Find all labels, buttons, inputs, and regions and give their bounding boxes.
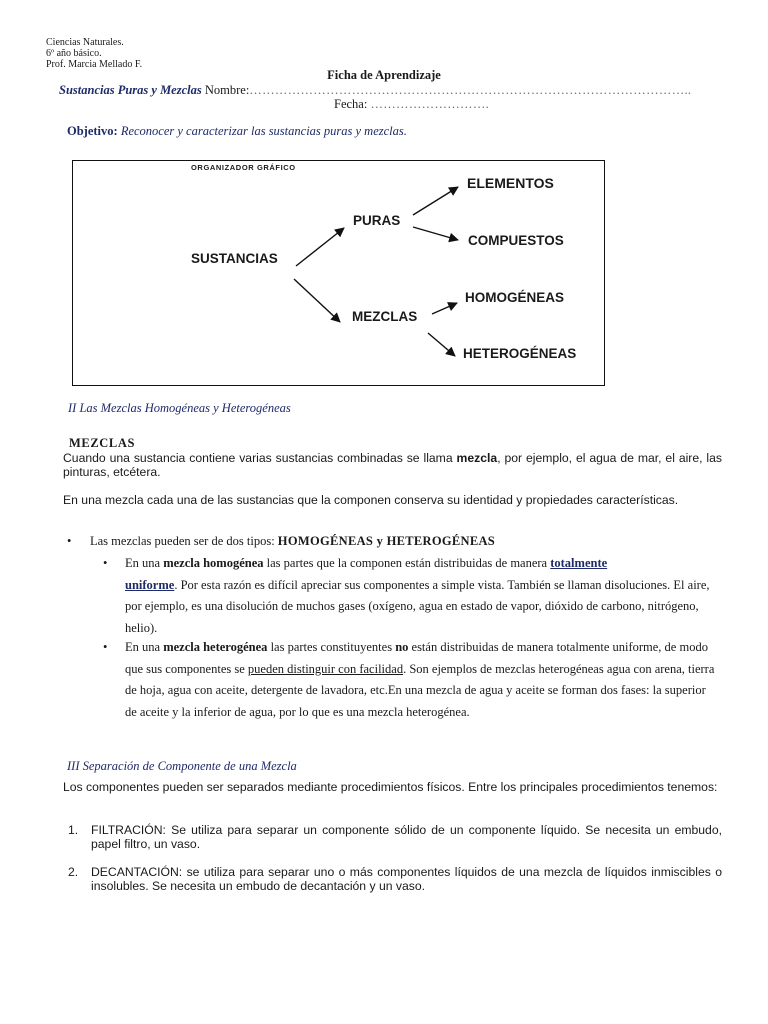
arrow-puras-compuestos <box>413 227 458 240</box>
arrow-mezclas-homogeneas <box>432 303 457 314</box>
mezcla-identity-paragraph: En una mezcla cada una de las sustancias que la componen conserva su identidad y propiedades características. <box>63 493 679 507</box>
mezclas-subheading: MEZCLAS <box>69 436 136 450</box>
node-puras: PURAS <box>353 213 401 228</box>
node-mezclas: MEZCLAS <box>352 309 418 324</box>
term-mezcla: mezcla <box>456 451 498 465</box>
organizer-heading: ORGANIZADOR GRÁFICO <box>191 163 296 172</box>
decantation-item: DECANTACIÓN: se utiliza para separar uno o más componentes líquidos de una mezcla de líquidos inmiscibles o insolubles. Se necesita un embudo de decantación y un vaso. <box>91 865 722 893</box>
arrow-sustancias-puras <box>296 228 344 266</box>
arrow-sustancias-mezclas <box>294 279 340 322</box>
emphasis-distinguir: pueden distinguir con facilidad <box>247 661 404 676</box>
date-blank[interactable]: ………………………. <box>370 97 490 111</box>
types-names: HOMOGÉNEAS y HETEROGÉNEAS <box>277 534 496 548</box>
term-mezcla-heterogenea: mezcla heterogénea <box>163 640 268 654</box>
arrow-mezclas-heterogeneas <box>428 333 455 356</box>
course-name: Ciencias Naturales. <box>46 37 124 48</box>
topic-title: Sustancias Puras y Mezclas <box>59 83 202 97</box>
node-elementos: ELEMENTOS <box>467 175 554 191</box>
mezcla-definition: Cuando una sustancia contiene varias sustancias combinadas se llama mezcla, por ejemplo, el agua de mar, el aire, las pinturas, etcétera. <box>63 451 723 479</box>
arrow-puras-elementos <box>413 187 458 215</box>
types-bullet: Las mezclas pueden ser de dos tipos: HOMOGÉNEAS y HETEROGÉNEAS <box>90 534 496 548</box>
node-compuestos: COMPUESTOS <box>468 233 564 248</box>
heterogeneous-description: En una mezcla heterogénea las partes constituyentes no están distribuidas de manera totalmente uniforme, de modo que sus componentes se pueden distinguir con facilidad. Son ejemplos de mezclas heterogéneas agua con arena, tierra de hoja, agua con aceite, detergente de lavadora, etc.En una mezcla de agua y aceite se forman dos fases: la superior de aceite y la inferior de agua, por lo que es una mezcla heterogénea. <box>125 640 715 719</box>
objective-label: Objetivo: <box>67 124 118 138</box>
node-homogeneas: HOMOGÉNEAS <box>465 290 565 305</box>
emphasis-totalmente: totalmente <box>550 556 608 570</box>
section-2-heading: II Las Mezclas Homogéneas y Heterogéneas <box>68 401 291 415</box>
list-number: 2. <box>68 865 79 879</box>
objective-text: Reconocer y caracterizar las sustancias puras y mezclas. <box>120 124 407 138</box>
list-number: 1. <box>68 823 79 837</box>
term-mezcla-homogenea: mezcla homogénea <box>163 556 264 570</box>
filtration-item: FILTRACIÓN: Se utiliza para separar un componente sólido de un componente líquido. Se necesita un embudo, papel filtro, un vaso. <box>91 823 722 851</box>
date-label: Fecha: <box>334 97 368 111</box>
sub-bullet-mark: • <box>103 640 108 654</box>
section-3-heading: III Separación de Componente de una Mezcla <box>67 759 297 773</box>
homogeneous-description: En una mezcla homogénea las partes que la componen están distribuidas de manera totalmente uniforme. Por esta razón es difícil apreciar sus componentes a simple vista. También se llaman disoluciones. El aire, por ejemplo, es una disolución de muchos gases (oxígeno, agua en estado de vapor, dióxido de carbono, nitrógeno, helio). <box>125 556 710 635</box>
name-blank[interactable]: ………………………………………………………………………………………….. <box>249 83 692 97</box>
sub-bullet-mark: • <box>103 556 108 570</box>
emphasis-no: no <box>395 640 409 654</box>
teacher-name: Prof. Marcia Mellado F. <box>46 59 143 70</box>
page-title: Ficha de Aprendizaje <box>327 68 441 82</box>
node-heterogeneas: HETEROGÉNEAS <box>463 346 577 361</box>
organizer-arrows <box>0 0 768 420</box>
separation-intro: Los componentes pueden ser separados mediante procedimientos físicos. Entre los principales procedimientos tenemos: <box>63 780 718 794</box>
grade-level: 6º año básico. <box>46 48 102 59</box>
node-sustancias: SUSTANCIAS <box>191 251 278 266</box>
bullet-mark: • <box>67 534 72 548</box>
emphasis-uniforme: uniforme <box>125 577 175 592</box>
name-label: Nombre: <box>204 83 250 97</box>
